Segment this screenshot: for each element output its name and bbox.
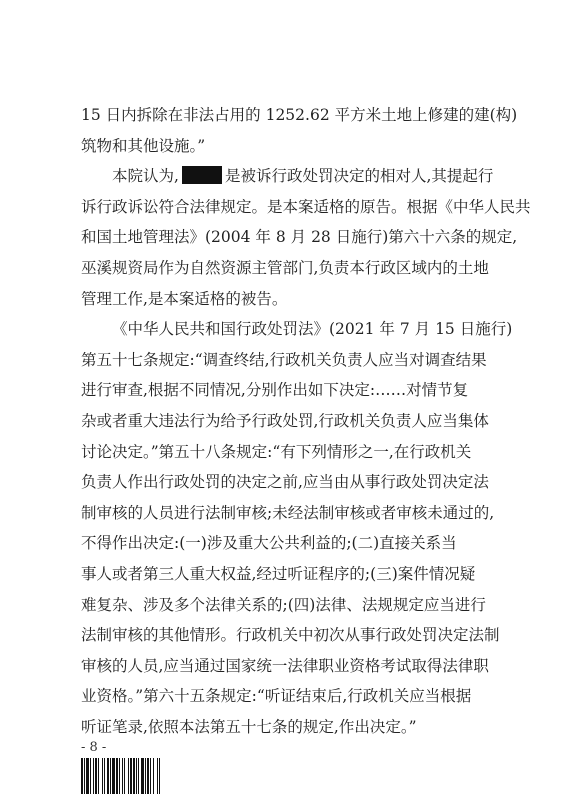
body-line-10: 进行审查,根据不同情况,分别作出如下决定:……对情节复	[81, 381, 469, 400]
body-line-8: 《中华人民共和国行政处罚法》(2021 年 7 月 15 日施行)	[112, 320, 513, 339]
body-line-4: 诉行政诉讼符合法律规定。是本案适格的原告。根据《中华人民共	[81, 197, 531, 216]
redacted-name-block	[182, 166, 222, 184]
body-line-20: 业资格。”第六十五条规定:“听证结束后,行政机关应当根据	[81, 687, 472, 706]
body-line-12: 讨论决定。”第五十八条规定:“有下列情形之一,在行政机关	[81, 442, 472, 461]
body-line-14: 制审核的人员进行法制审核;未经法制审核或者审核未通过的,	[81, 503, 495, 522]
barcode	[81, 758, 207, 794]
body-line-2: 筑物和其他设施。”	[81, 136, 206, 155]
body-line-18: 法制审核的其他情形。行政机关中初次从事行政处罚决定法制	[81, 626, 500, 645]
body-line-7: 管理工作,是本案适格的被告。	[81, 289, 288, 308]
body-line-19: 审核的人员,应当通过国家统一法律职业资格考试取得法律职	[81, 656, 489, 675]
body-line-17: 难复杂、涉及多个法律关系的;(四)法律、法规规定应当进行	[81, 595, 486, 614]
body-line-13: 负责人作出行政处罚的决定之前,应当由从事行政处罚决定法	[81, 473, 489, 492]
body-line-3	[81, 161, 511, 192]
body-line-15: 不得作出决定:(一)涉及重大公共利益的;(二)直接关系当	[81, 534, 457, 553]
body-line-6: 巫溪规资局作为自然资源主管部门,负责本行政区域内的土地	[81, 258, 489, 277]
body-line-11: 杂或者重大违法行为给予行政处罚,行政机关负责人应当集体	[81, 411, 489, 430]
body-line-1: 15 日内拆除在非法占用的 1252.62 平方米土地上修建的建(构)	[81, 106, 518, 124]
body-line-9: 第五十七条规定:“调查终结,行政机关负责人应当对调查结果	[81, 350, 487, 369]
court-opinion-prefix: 本院认为,	[112, 167, 179, 186]
page-number: - 8 -	[81, 740, 107, 755]
document-body	[81, 100, 531, 742]
body-line-5: 和国土地管理法》(2004 年 8 月 28 日施行)第六十六条的规定,	[81, 228, 518, 247]
body-line-16: 事人或者第三人重大权益,经过听证程序的;(三)案件情况疑	[81, 564, 476, 583]
court-opinion-suffix: 是被诉行政处罚决定的相对人,其提起行	[224, 167, 494, 186]
body-line-21: 听证笔录,依照本法第五十七条的规定,作出决定。”	[81, 717, 417, 736]
